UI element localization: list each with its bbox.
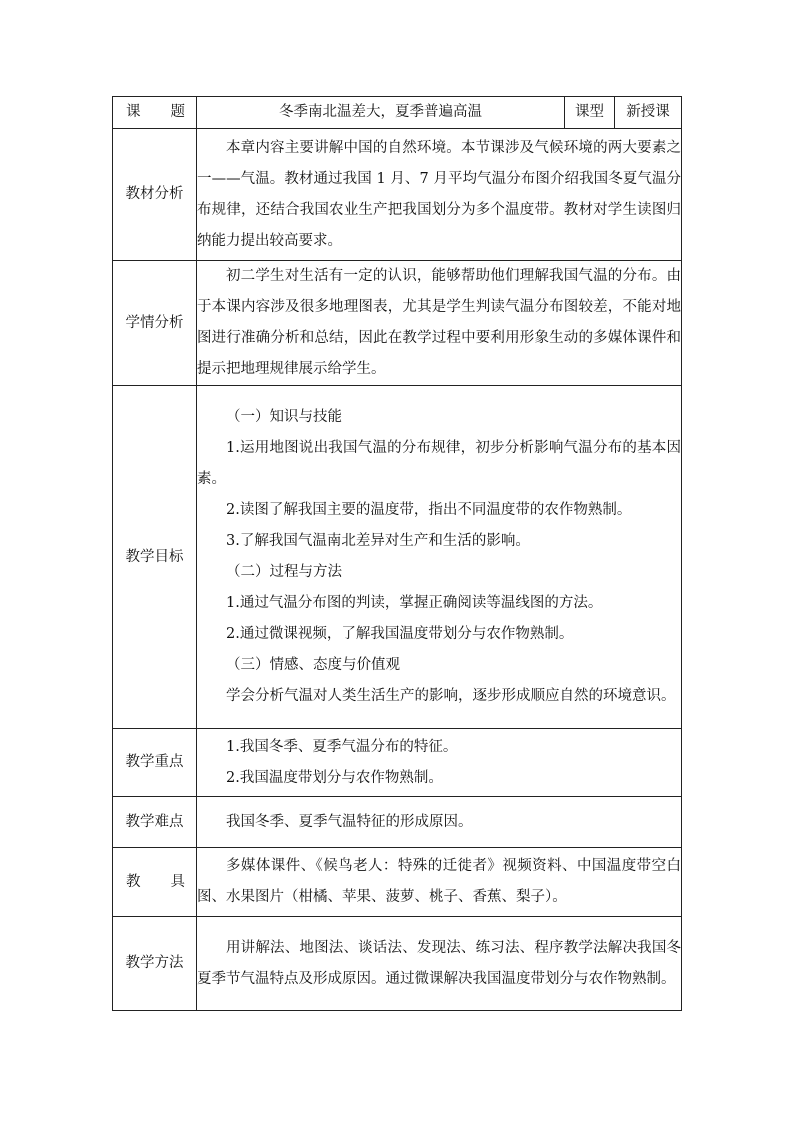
materials-content — [197, 129, 682, 261]
topic-title: 冬季南北温差大，夏季普遍高温 — [197, 97, 565, 129]
key-points-row — [113, 729, 682, 797]
goals-knowledge-1: 1.运用地图说出我国气温的分布规律，初步分析影响气温分布的基本因素。 — [197, 440, 681, 487]
goals-attitude-1: 学会分析气温对人类生活生产的影响，逐步形成顺应自然的环境意识。 — [226, 688, 676, 704]
goals-heading-attitude: （三）情感、态度与价值观 — [226, 657, 400, 673]
type-label: 课型 — [565, 97, 615, 129]
students-row — [113, 261, 682, 386]
goals-heading-knowledge: （一）知识与技能 — [226, 409, 342, 425]
tools-label-char-1: 教 — [126, 873, 141, 890]
difficulty-row — [113, 797, 682, 848]
materials-text: 本章内容主要讲解中国的自然环境。本节课涉及气候环境的两大要素之一——气温。教材通过我国 1 月、7 月平均气温分布图介绍我国冬夏气温分布规律，还结合我国农业生产把我国划分为多个温度带。教材对学生读图归纳能力提出较高要求。 — [197, 139, 681, 249]
difficulty-label: 教学难点 — [113, 797, 197, 848]
methods-label: 教学方法 — [113, 917, 197, 1011]
topic-label-char-1: 课 — [126, 104, 141, 120]
methods-row — [113, 917, 682, 1011]
topic-row — [113, 97, 682, 129]
key-points-content — [197, 729, 682, 797]
difficulty-text: 我国冬季、夏季气温特征的形成原因。 — [226, 813, 473, 830]
materials-row — [113, 129, 682, 261]
tools-label-cell — [113, 848, 197, 917]
students-label: 学情分析 — [113, 261, 197, 386]
tools-text: 多媒体课件、《候鸟老人：特殊的迁徙者》视频资料、中国温度带空白图、水果图片（柑橘、苹果、菠萝、桃子、香蕉、梨子）。 — [197, 858, 681, 905]
goals-knowledge-3: 3.了解我国气温南北差异对生产和生活的影响。 — [226, 533, 530, 549]
lesson-plan-table — [112, 96, 682, 1011]
goals-heading-process: （二）过程与方法 — [226, 564, 342, 580]
goals-process-2: 2.通过微课视频，了解我国温度带划分与农作物熟制。 — [226, 626, 574, 642]
key-points-label: 教学重点 — [113, 729, 197, 797]
goals-knowledge-2: 2.读图了解我国主要的温度带，指出不同温度带的农作物熟制。 — [226, 502, 632, 518]
tools-content — [197, 848, 682, 917]
difficulty-content — [197, 797, 682, 848]
methods-content — [197, 917, 682, 1011]
goals-content — [197, 386, 682, 729]
goals-label: 教学目标 — [113, 386, 197, 729]
key-point-1: 1.我国冬季、夏季气温分布的特征。 — [226, 738, 458, 755]
topic-label-char-2: 题 — [170, 104, 185, 120]
type-value: 新授课 — [615, 97, 682, 129]
materials-label: 教材分析 — [113, 129, 197, 261]
students-text: 初二学生对生活有一定的认识，能够帮助他们理解我国气温的分布。由于本课内容涉及很多地理图表，尤其是学生判读气温分布图较差，不能对地图进行准确分析和总结，因此在教学过程中要利用形象生动的多媒体课件和提示把地理规律展示给学生。 — [197, 268, 681, 377]
students-content — [197, 261, 682, 386]
goals-row — [113, 386, 682, 729]
tools-label-char-2: 具 — [170, 873, 185, 890]
methods-text: 用讲解法、地图法、谈话法、发现法、练习法、程序教学法解决我国冬夏季节气温特点及形成原因。通过微课解决我国温度带划分与农作物熟制。 — [197, 939, 681, 987]
tools-row — [113, 848, 682, 917]
goals-process-1: 1.通过气温分布图的判读，掌握正确阅读等温线图的方法。 — [226, 595, 603, 611]
topic-label-cell — [113, 97, 197, 129]
key-point-2: 2.我国温度带划分与农作物熟制。 — [226, 769, 443, 786]
